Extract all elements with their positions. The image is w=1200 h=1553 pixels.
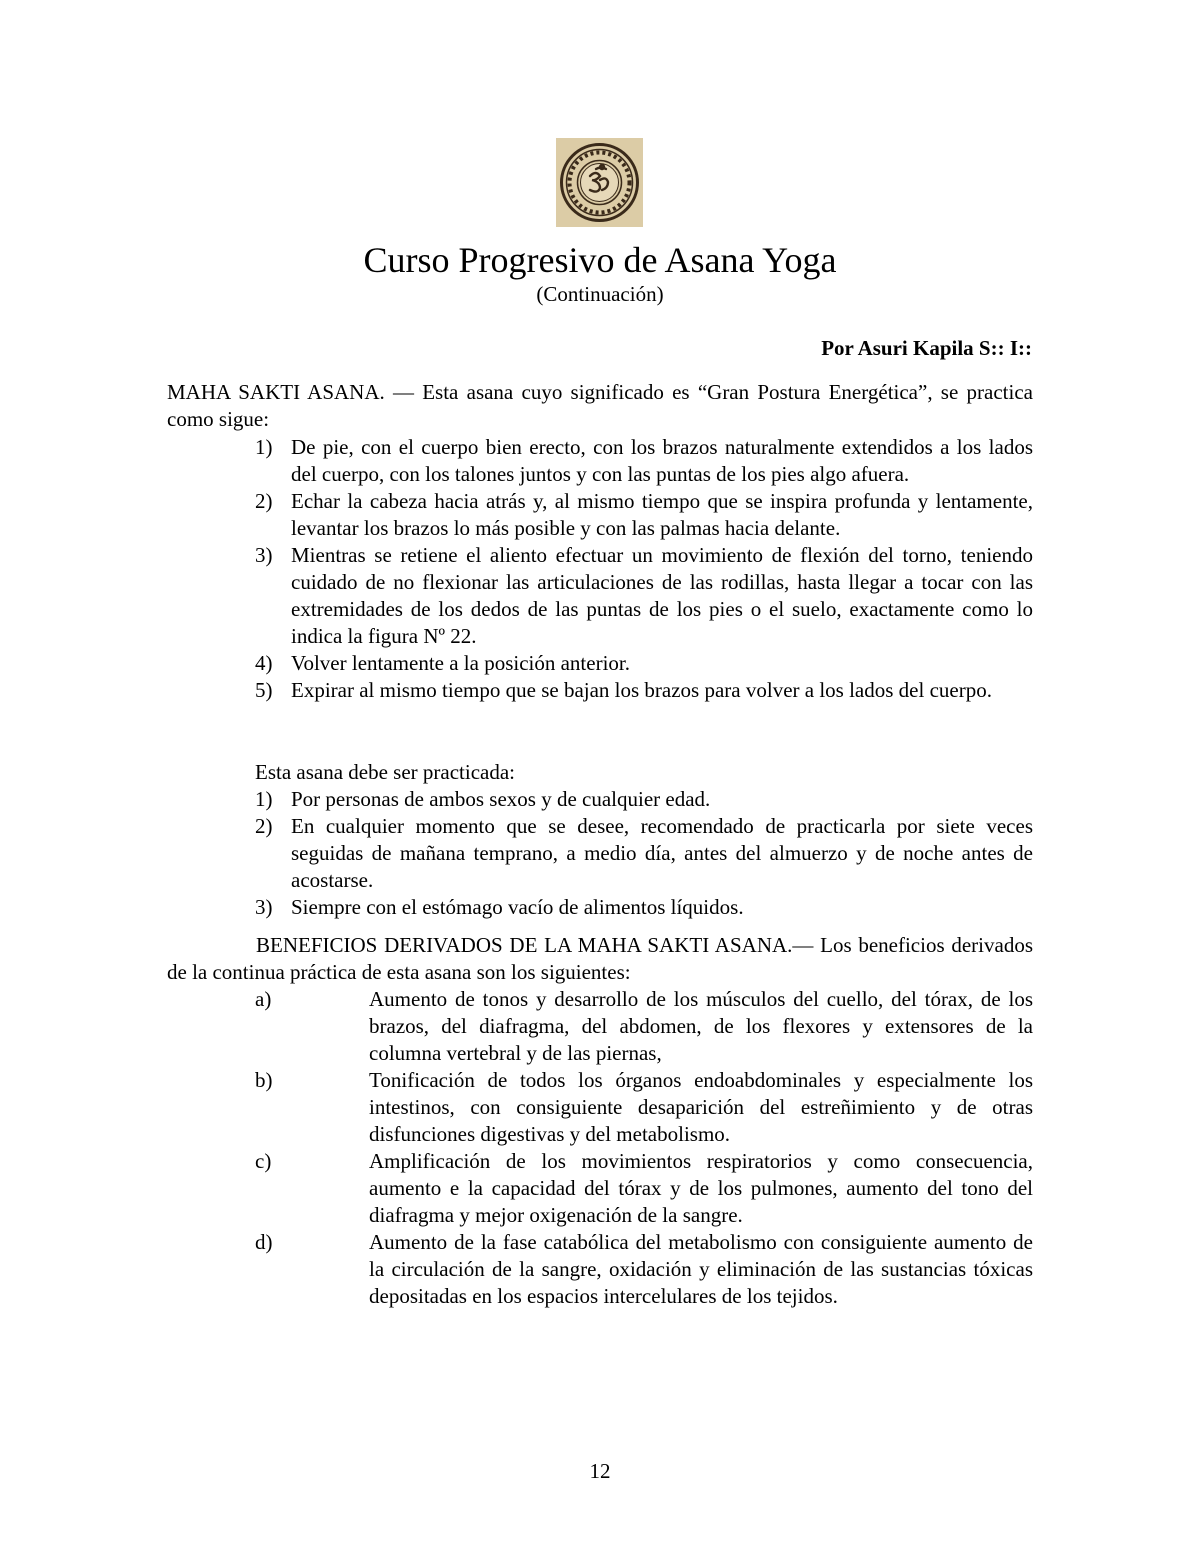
item-text: Echar la cabeza hacia atrás y, al mismo tiempo que se inspira profunda y lentamente, levantar los brazos lo más posible y con las palmas hacia delante.	[291, 489, 1033, 540]
benefits-list	[255, 986, 1033, 1310]
practice-label: Esta asana debe ser practicada:	[255, 760, 516, 784]
benefits-intro-text: BENEFICIOS DERIVADOS DE LA MAHA SAKTI ASANA.— Los beneficios derivados de la continua práctica de esta asana son los siguientes:	[167, 933, 1033, 984]
list-item	[255, 650, 1033, 677]
item-text: Siempre con el estómago vacío de alimentos líquidos.	[291, 895, 744, 919]
item-text: Aumento de la fase catabólica del metabolismo con consiguiente aumento de la circulación de la sangre, oxidación y eliminación de las sustancias tóxicas depositadas en los espacios intercelulares de los tejidos.	[369, 1230, 1033, 1308]
page-number: 12	[589, 1459, 611, 1483]
list-item	[255, 986, 1033, 1067]
list-item	[255, 542, 1033, 650]
item-text: Expirar al mismo tiempo que se bajan los brazos para volver a los lados del cuerpo.	[291, 678, 992, 702]
item-text: De pie, con el cuerpo bien erecto, con los brazos naturalmente extendidos a los lados del cuerpo, con los talones juntos y con las puntas de los pies algo afuera.	[291, 435, 1033, 486]
item-text: Aumento de tonos y desarrollo de los músculos del cuello, del tórax, de los brazos, del diafragma, del abdomen, de los flexores y extensores de la columna vertebral y de las piernas,	[369, 987, 1033, 1065]
list-item	[255, 1229, 1033, 1310]
page-subtitle	[0, 280, 1200, 308]
item-number: 5)	[255, 678, 273, 702]
list-item	[255, 813, 1033, 894]
item-number: 1)	[255, 787, 273, 811]
subtitle-text: (Continuación)	[536, 282, 664, 306]
item-letter: c)	[255, 1149, 272, 1173]
item-letter: d)	[255, 1230, 273, 1254]
list-item	[255, 488, 1033, 542]
item-text: Mientras se retiene el aliento efectuar un movimiento de flexión del torno, teniendo cuidado de no flexionar las articulaciones de las rodillas, hasta llegar a tocar con las extremidades de los dedos de las puntas de los pies o el suelo, exactamente como lo indica la figura Nº 22.	[291, 543, 1033, 648]
list-item	[255, 1148, 1033, 1229]
list-item	[255, 894, 1033, 921]
item-letter: a)	[255, 987, 272, 1011]
item-letter: b)	[255, 1068, 273, 1092]
item-text: En cualquier momento que se desee, recomendado de practicarla por siete veces seguidas de mañana temprano, a medio día, antes del almuerzo y de noche antes de acostarse.	[291, 814, 1033, 892]
item-text: Volver lentamente a la posición anterior.	[291, 651, 631, 675]
item-number: 3)	[255, 543, 273, 567]
item-text: Por personas de ambos sexos y de cualquier edad.	[291, 787, 711, 811]
item-number: 3)	[255, 895, 273, 919]
list-item	[255, 786, 1033, 813]
author-line: Por Asuri Kapila S:: I::	[821, 336, 1032, 360]
item-text: Tonificación de todos los órganos endoabdominales y especialmente los intestinos, con consiguiente desaparición del estreñimiento y de otras disfunciones digestivas y del metabolismo.	[369, 1068, 1033, 1146]
om-seal-icon	[556, 138, 643, 227]
item-number: 4)	[255, 651, 273, 675]
list-item	[255, 677, 1033, 704]
item-number: 2)	[255, 814, 273, 838]
list-item	[255, 1067, 1033, 1148]
item-number: 1)	[255, 435, 273, 459]
list-item	[255, 434, 1033, 488]
intro-paragraph: MAHA SAKTI ASANA. — Esta asana cuyo significado es “Gran Postura Energética”, se practica como sigue:	[167, 380, 1033, 431]
practice-list	[255, 786, 1033, 921]
item-text: Amplificación de los movimientos respiratorios y como consecuencia, aumento e la capacidad del tórax y de los pulmones, aumento del tono del diafragma y mejor oxigenación de la sangre.	[369, 1149, 1033, 1227]
page-title: Curso Progresivo de Asana Yoga	[363, 240, 837, 280]
benefits-paragraph	[167, 932, 1033, 986]
item-number: 2)	[255, 489, 273, 513]
steps-list	[255, 434, 1033, 704]
